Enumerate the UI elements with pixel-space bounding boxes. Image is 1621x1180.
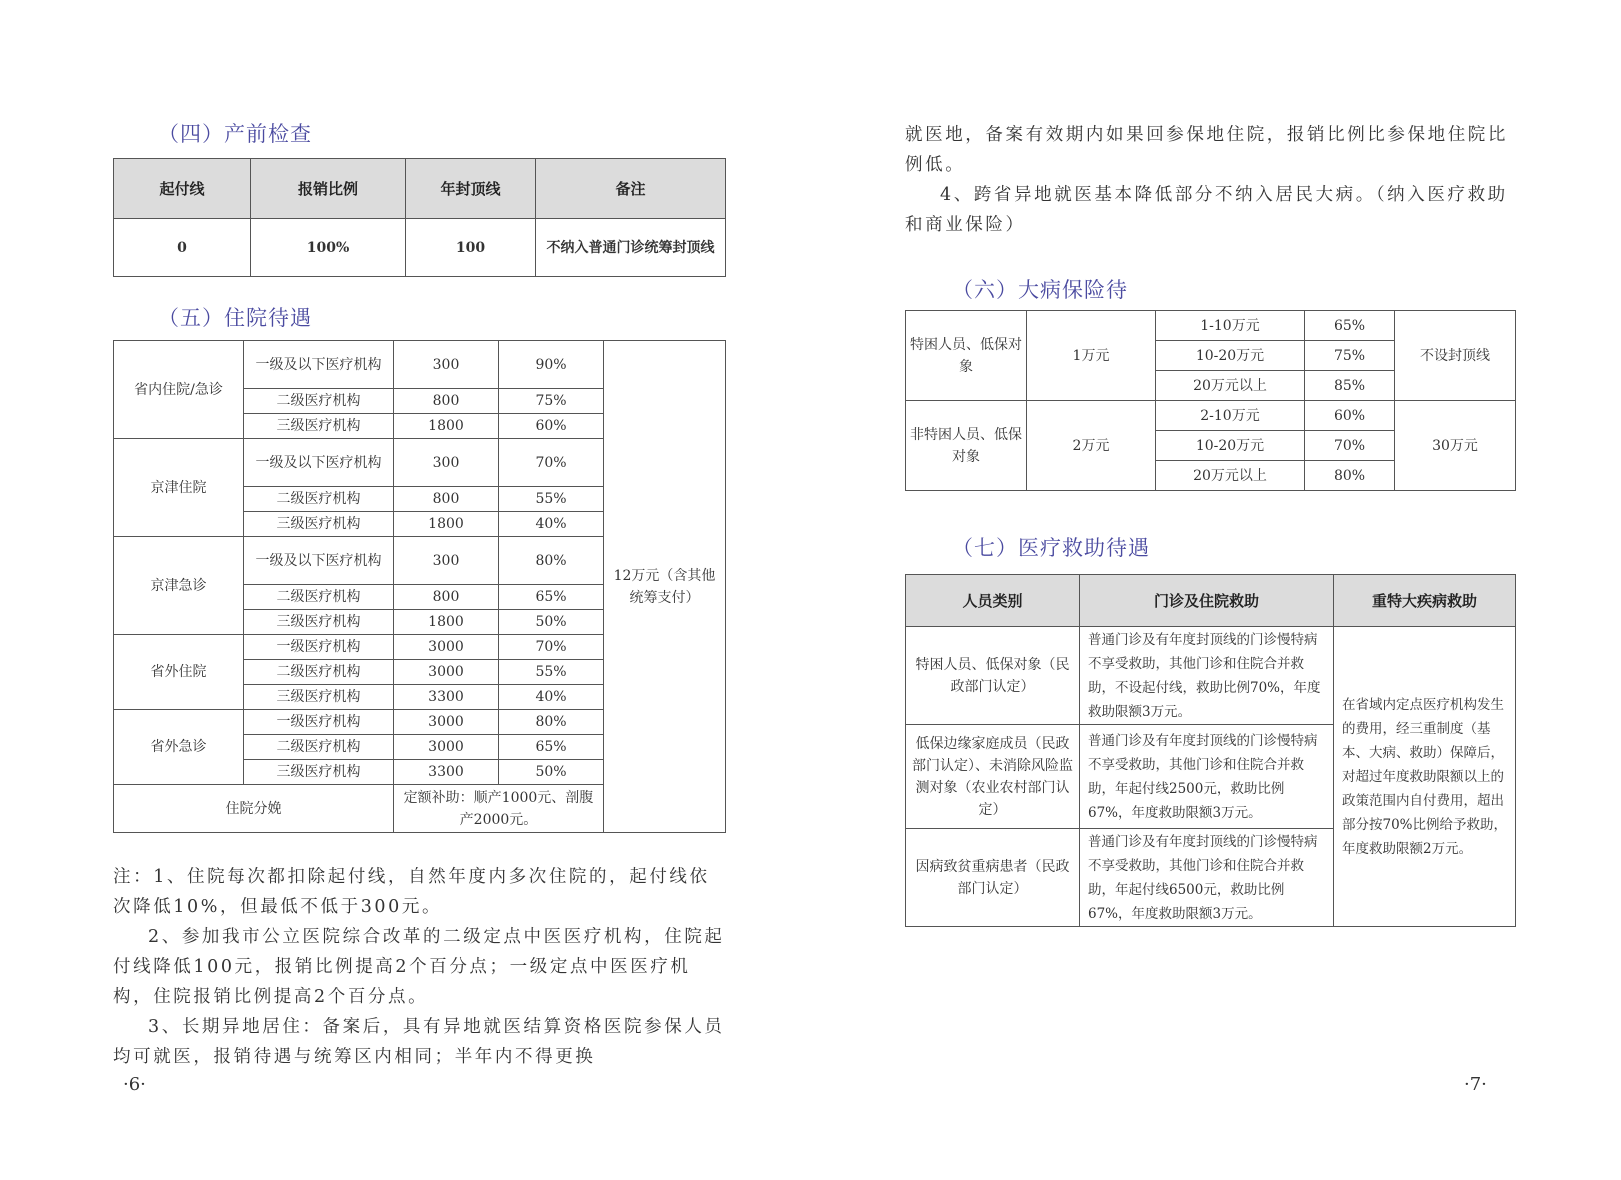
critical-ratio: 80% [1305, 461, 1395, 491]
hospital-cap: 12万元（含其他统筹支付） [604, 341, 726, 833]
hospital-threshold: 300 [394, 537, 499, 585]
col-header-remark: 备注 [536, 159, 726, 219]
hospital-threshold: 3000 [394, 735, 499, 760]
hospital-ratio: 75% [499, 389, 604, 414]
hospital-threshold: 3000 [394, 710, 499, 735]
hospital-level: 一级医疗机构 [244, 635, 394, 660]
page-number-left: ·6· [123, 1074, 146, 1095]
assistance-major-aid: 在省域内定点医疗机构发生的费用，经三重制度（基本、大病、救助）保障后，对超过年度救助限额以上的政策范围内自付费用，超出部分按70%比例给予救助，年度救助限额2万元。 [1334, 627, 1516, 927]
hospital-level: 三级医疗机构 [244, 610, 394, 635]
hospital-threshold: 800 [394, 487, 499, 512]
hospital-ratio: 65% [499, 735, 604, 760]
hospital-threshold: 1800 [394, 414, 499, 439]
prenatal-table [113, 158, 726, 277]
assistance-category: 低保边缘家庭成员（民政部门认定）、未消除风险监测对象（农业农村部门认定） [906, 725, 1080, 829]
assistance-aid: 普通门诊及有年度封顶线的门诊慢特病不享受救助，其他门诊和住院合并救助，年起付线2500元，救助比例67%，年度救助限额3万元。 [1080, 725, 1334, 829]
assistance-category: 特困人员、低保对象（民政部门认定） [906, 627, 1080, 725]
hospital-level: 二级医疗机构 [244, 735, 394, 760]
hospital-group-name: 省外急诊 [114, 710, 244, 785]
prenatal-header-row [114, 159, 726, 219]
hospital-threshold: 3000 [394, 660, 499, 685]
hospital-ratio: 80% [499, 710, 604, 735]
childbirth-label: 住院分娩 [114, 785, 394, 833]
table-row [906, 401, 1516, 431]
hospital-level: 二级医疗机构 [244, 389, 394, 414]
critical-range: 2-10万元 [1156, 401, 1305, 431]
table-row [114, 341, 726, 389]
hospital-group-name: 京津急诊 [114, 537, 244, 635]
critical-range: 10-20万元 [1156, 431, 1305, 461]
prenatal-heading: （四）产前检查 [158, 122, 312, 146]
critical-range: 20万元以上 [1156, 371, 1305, 401]
hospital-threshold: 3000 [394, 635, 499, 660]
hospital-threshold: 1800 [394, 610, 499, 635]
assistance-heading: （七）医疗救助待遇 [952, 536, 1150, 560]
assistance-header-row [906, 575, 1516, 627]
hospital-table [113, 340, 726, 833]
critical-person-type: 非特困人员、低保对象 [906, 401, 1027, 491]
table-row [906, 627, 1516, 725]
hospital-level: 三级医疗机构 [244, 414, 394, 439]
hospital-heading: （五）住院待遇 [158, 306, 312, 330]
hospital-ratio: 55% [499, 660, 604, 685]
col-header-ratio: 报销比例 [251, 159, 406, 219]
critical-range: 20万元以上 [1156, 461, 1305, 491]
hospital-ratio: 90% [499, 341, 604, 389]
critical-ratio: 70% [1305, 431, 1395, 461]
hospital-ratio: 50% [499, 760, 604, 785]
table-row [906, 311, 1516, 341]
prenatal-threshold-value: 0 [114, 219, 251, 277]
hospital-ratio: 80% [499, 537, 604, 585]
critical-range: 10-20万元 [1156, 341, 1305, 371]
page-number-right: ·7· [1464, 1074, 1487, 1095]
prenatal-cap-value: 100 [406, 219, 536, 277]
critical-ratio: 85% [1305, 371, 1395, 401]
hospital-threshold: 300 [394, 341, 499, 389]
critical-cap: 30万元 [1395, 401, 1516, 491]
hospital-threshold: 3300 [394, 760, 499, 785]
col-header-annual-cap: 年封顶线 [406, 159, 536, 219]
right-page [810, 0, 1621, 1180]
critical-person-type: 特困人员、低保对象 [906, 311, 1027, 401]
critical-cap: 不设封顶线 [1395, 311, 1516, 401]
hospital-ratio: 55% [499, 487, 604, 512]
critical-ratio: 60% [1305, 401, 1395, 431]
hospital-level: 一级及以下医疗机构 [244, 341, 394, 389]
hospital-level: 一级及以下医疗机构 [244, 439, 394, 487]
note-3: 3、长期异地居住：备案后，具有异地就医结算资格医院参保人员均可就医，报销待遇与统筹区内相同；半年内不得更换 [113, 1017, 725, 1067]
hospital-level: 二级医疗机构 [244, 660, 394, 685]
hospital-ratio: 65% [499, 585, 604, 610]
hospital-threshold: 1800 [394, 512, 499, 537]
col-header-threshold: 起付线 [114, 159, 251, 219]
assistance-aid: 普通门诊及有年度封顶线的门诊慢特病不享受救助，其他门诊和住院合并救助，年起付线6500元，救助比例67%，年度救助限额3万元。 [1080, 829, 1334, 927]
critical-ratio: 65% [1305, 311, 1395, 341]
hospital-ratio: 40% [499, 685, 604, 710]
critical-ratio: 75% [1305, 341, 1395, 371]
hospital-threshold: 800 [394, 585, 499, 610]
hospital-level: 三级医疗机构 [244, 685, 394, 710]
col-header-outpatient-inpatient-aid: 门诊及住院救助 [1080, 575, 1334, 627]
assistance-aid: 普通门诊及有年度封顶线的门诊慢特病不享受救助，其他门诊和住院合并救助，不设起付线，救助比例70%，年度救助限额3万元。 [1080, 627, 1334, 725]
note-3-continued: 就医地，备案有效期内如果回参保地住院，报销比例比参保地住院比例低。 [905, 125, 1508, 175]
hospital-threshold: 300 [394, 439, 499, 487]
hospital-threshold: 800 [394, 389, 499, 414]
hospital-ratio: 70% [499, 439, 604, 487]
hospital-group-name: 省外住院 [114, 635, 244, 710]
hospital-level: 二级医疗机构 [244, 585, 394, 610]
prenatal-remark-value: 不纳入普通门诊统筹封顶线 [536, 219, 726, 277]
col-header-major-disease-aid: 重特大疾病救助 [1334, 575, 1516, 627]
col-header-person-category: 人员类别 [906, 575, 1080, 627]
prenatal-ratio-value: 100% [251, 219, 406, 277]
hospital-level: 三级医疗机构 [244, 760, 394, 785]
hospital-level: 三级医疗机构 [244, 512, 394, 537]
hospital-group-name: 京津住院 [114, 439, 244, 537]
childbirth-value: 定额补助：顺产1000元、剖腹产2000元。 [394, 785, 604, 833]
hospital-level: 一级及以下医疗机构 [244, 537, 394, 585]
critical-threshold: 1万元 [1027, 311, 1156, 401]
note-2: 2、参加我市公立医院综合改革的二级定点中医医疗机构，住院起付线降低100元，报销比例提高2个百分点；一级定点中医医疗机构，住院报销比例提高2个百分点。 [113, 927, 725, 1007]
hospital-ratio: 70% [499, 635, 604, 660]
hospital-level: 二级医疗机构 [244, 487, 394, 512]
hospital-ratio: 60% [499, 414, 604, 439]
critical-heading: （六）大病保险待 [952, 278, 1128, 302]
hospital-level: 一级医疗机构 [244, 710, 394, 735]
medical-assistance-table [905, 574, 1516, 927]
left-page [0, 0, 810, 1180]
critical-range: 1-10万元 [1156, 311, 1305, 341]
note-1: 注：1、住院每次都扣除起付线，自然年度内多次住院的，起付线依次降低10%，但最低不低于300元。 [113, 867, 710, 917]
critical-threshold: 2万元 [1027, 401, 1156, 491]
hospital-ratio: 50% [499, 610, 604, 635]
hospital-threshold: 3300 [394, 685, 499, 710]
hospital-group-name: 省内住院/急诊 [114, 341, 244, 439]
hospital-ratio: 40% [499, 512, 604, 537]
critical-illness-table [905, 310, 1516, 491]
note-4: 4、跨省异地就医基本降低部分不纳入居民大病。（纳入医疗救助和商业保险） [905, 185, 1508, 235]
prenatal-data-row [114, 219, 726, 277]
assistance-category: 因病致贫重病患者（民政部门认定） [906, 829, 1080, 927]
